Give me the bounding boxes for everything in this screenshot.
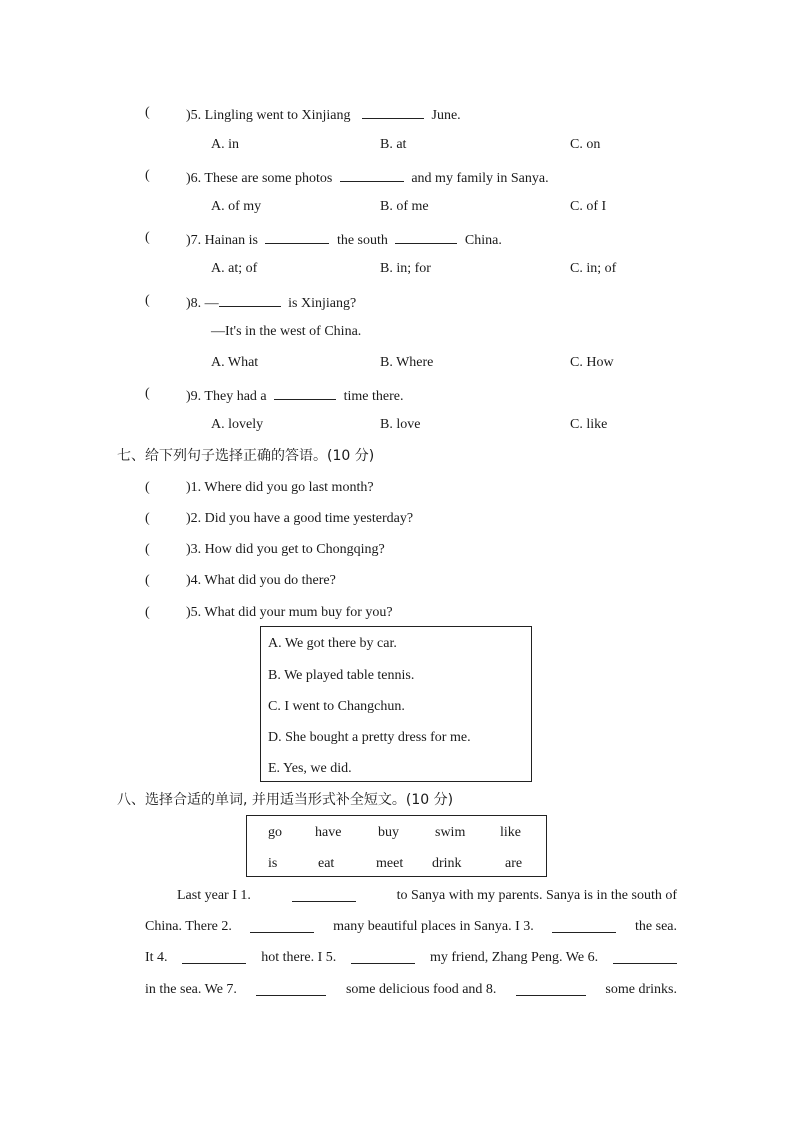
answer-paren[interactable]: ( xyxy=(145,230,150,245)
word-bank-item: like xyxy=(500,825,521,840)
answer-paren[interactable]: ( xyxy=(145,511,150,526)
answer-paren[interactable]: ( xyxy=(145,542,150,557)
answer-choice-e: E. Yes, we did. xyxy=(268,761,352,776)
fill-blank[interactable] xyxy=(219,294,281,307)
answer-paren[interactable]: ( xyxy=(145,386,150,401)
answer-paren[interactable]: ( xyxy=(145,168,150,183)
option-c[interactable]: C. of I xyxy=(570,199,607,214)
question-text: )7. Hainan is the south China. xyxy=(186,233,502,248)
word-bank-item: go xyxy=(268,825,282,840)
option-b[interactable]: B. at xyxy=(380,137,407,152)
passage-line: Last year I 1. to Sanya with my parents. Sanya is in the south of xyxy=(177,888,677,903)
word-bank-item: meet xyxy=(376,856,404,871)
passage-line: China. There 2. many beautiful places in Sanya. I 3. the sea. xyxy=(145,919,677,934)
option-c[interactable]: C. like xyxy=(570,417,608,432)
question-text: )2. Did you have a good time yesterday? xyxy=(186,511,414,526)
section-heading: 八、选择合适的单词, 并用适当形式补全短文。(10 分) xyxy=(117,792,454,808)
fill-blank[interactable] xyxy=(340,169,404,182)
answer-paren[interactable]: ( xyxy=(145,293,150,308)
answer-paren[interactable]: ( xyxy=(145,480,150,495)
word-bank-item: are xyxy=(505,856,523,871)
passage-line: in the sea. We 7. some delicious food and 8. some drinks. xyxy=(145,982,677,997)
fill-blank-2[interactable] xyxy=(250,920,314,933)
question-text: )5. Lingling went to Xinjiang June. xyxy=(186,108,461,123)
answer-paren[interactable]: ( xyxy=(145,105,150,120)
word-bank-item: drink xyxy=(432,856,462,871)
question-text: )1. Where did you go last month? xyxy=(186,480,374,495)
option-a[interactable]: A. lovely xyxy=(211,417,264,432)
option-b[interactable]: B. love xyxy=(380,417,421,432)
option-b[interactable]: B. of me xyxy=(380,199,429,214)
word-bank-item: have xyxy=(315,825,342,840)
option-a[interactable]: A. in xyxy=(211,137,239,152)
word-bank-item: is xyxy=(268,856,278,871)
word-bank-item: buy xyxy=(378,825,399,840)
question-text: )3. How did you get to Chongqing? xyxy=(186,542,385,557)
option-c[interactable]: C. in; of xyxy=(570,261,617,276)
option-a[interactable]: A. at; of xyxy=(211,261,258,276)
question-text: )9. They had a time there. xyxy=(186,389,404,404)
dialogue-answer: —It's in the west of China. xyxy=(211,324,362,339)
fill-blank[interactable] xyxy=(395,231,457,244)
answer-choice-c: C. I went to Changchun. xyxy=(268,699,405,714)
answer-choice-d: D. She bought a pretty dress for me. xyxy=(268,730,471,745)
fill-blank-1[interactable] xyxy=(292,889,356,902)
option-b[interactable]: B. in; for xyxy=(380,261,431,276)
fill-blank[interactable] xyxy=(362,106,424,119)
fill-blank-5[interactable] xyxy=(351,951,415,964)
option-a[interactable]: A. What xyxy=(211,355,259,370)
option-c[interactable]: C. How xyxy=(570,355,614,370)
question-text: )6. These are some photos and my family in Sanya. xyxy=(186,171,549,186)
question-text: )8. — is Xinjiang? xyxy=(186,296,357,311)
option-c[interactable]: C. on xyxy=(570,137,601,152)
fill-blank-8[interactable] xyxy=(516,983,586,996)
option-b[interactable]: B. Where xyxy=(380,355,434,370)
fill-blank[interactable] xyxy=(265,231,329,244)
question-text: )5. What did your mum buy for you? xyxy=(186,605,393,620)
fill-blank-6[interactable] xyxy=(613,951,677,964)
passage-line: It 4. hot there. I 5. my friend, Zhang Peng. We 6. xyxy=(145,951,677,965)
fill-blank-7[interactable] xyxy=(256,983,326,996)
fill-blank[interactable] xyxy=(274,387,336,400)
answer-choice-a: A. We got there by car. xyxy=(268,636,397,651)
option-a[interactable]: A. of my xyxy=(211,199,262,214)
question-text: )4. What did you do there? xyxy=(186,573,336,588)
section-heading: 七、给下列句子选择正确的答语。(10 分) xyxy=(117,448,375,464)
fill-blank-4[interactable] xyxy=(182,951,246,964)
answer-paren[interactable]: ( xyxy=(145,605,150,620)
fill-blank-3[interactable] xyxy=(552,920,616,933)
word-bank-item: swim xyxy=(435,825,466,840)
answer-choice-b: B. We played table tennis. xyxy=(268,668,415,683)
word-bank-item: eat xyxy=(318,856,335,871)
answer-paren[interactable]: ( xyxy=(145,573,150,588)
